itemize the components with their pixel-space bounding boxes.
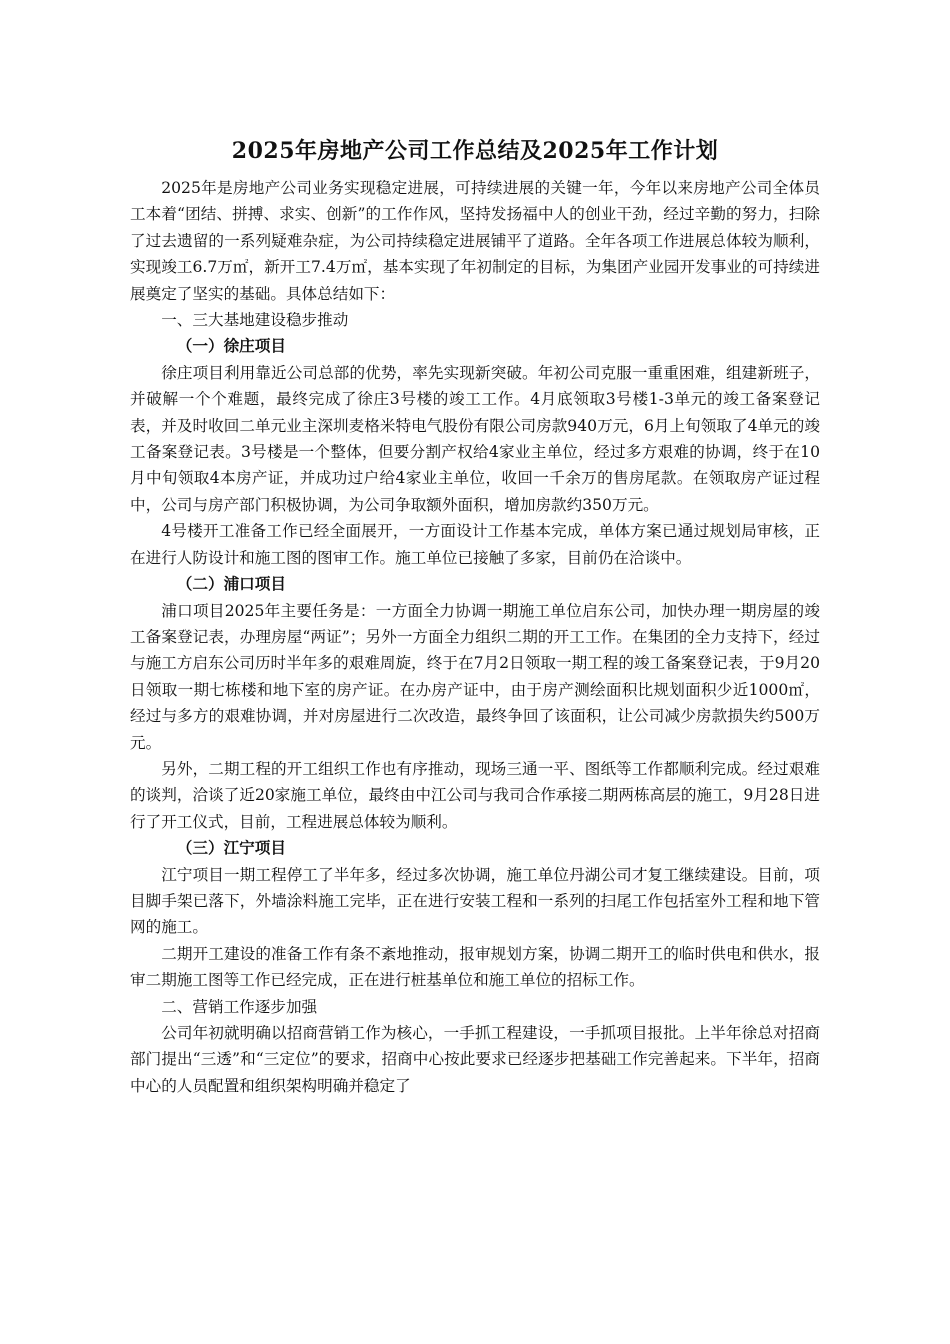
- subsection-heading: （二）浦口项目: [176, 574, 286, 594]
- document-title: 2025年房地产公司工作总结及2025年工作计划: [231, 138, 719, 164]
- intro-paragraph: 2025年是房地产公司业务实现稳定进展，可持续进展的关键一年，今年以来房地产公司全体员工本着“团结、拼搏、求实、创新”的工作作风，坚持发扬福中人的创业干劲，经过辛勤的努力，扫除了过去遗留的一系列疑难杂症，为公司持续稳定进展铺平了道路。全年各项工作进展总体较为顺利，实现竣工6.7万㎡，新开工7.4万㎡，基本实现了年初制定的目标，为集团产业园开发事业的可持续进展奠定了坚实的基础。具体总结如下：: [130, 179, 820, 303]
- subsection-heading: （一）徐庄项目: [176, 336, 286, 356]
- section-heading: 一、三大基地建设稳步推动: [161, 311, 349, 330]
- body-paragraph: 二期开工建设的准备工作有条不紊地推动，报审规划方案，协调二期开工的临时供电和供水，报审二期施工图等工作已经完成，正在进行桩基单位和施工单位的招标工作。: [130, 944, 820, 990]
- section-heading: 二、营销工作逐步加强: [161, 997, 318, 1016]
- body-paragraph: 徐庄项目利用靠近公司总部的优势，率先实现新突破。年初公司克服一重重困难，组建新班子，并破解一个个难题，最终完成了徐庄3号楼的竣工工作。4月底领取3号楼1-3单元的竣工备案登记表，并及时收回二单元业主深圳麦格米特电气股份有限公司房款940万元，6月上旬领取了4单元的竣工备案登记表。3号楼是一个整体，但要分割产权给4家业主单位，经过多方艰难的协调，终于在10月中旬领取4本房产证，并成功过户给4家业主单位，收回一千余万的售房尾款。在领取房产证过程中，公司与房产部门积极协调，为公司争取额外面积，增加房款约350万元。: [130, 363, 820, 514]
- body-paragraph: 4号楼开工准备工作已经全面展开，一方面设计工作基本完成，单体方案已通过规划局审核，正在进行人防设计和施工图的图审工作。施工单位已接触了多家，目前仍在洽谈中。: [130, 522, 820, 567]
- subsection-heading: （三）江宁项目: [176, 838, 286, 858]
- body-paragraph: 公司年初就明确以招商营销工作为核心，一手抓工程建设，一手抓项目报批。上半年徐总对招商部门提出“三透”和“三定位”的要求，招商中心按此要求已经逐步把基础工作完善起来。下半年，招商中心的人员配置和组织架构明确并稳定了: [130, 1024, 820, 1095]
- body-paragraph: 另外，二期工程的开工组织工作也有序推动，现场三通一平、图纸等工作都顺利完成。经过艰难的谈判，洽谈了近20家施工单位，最终由中江公司与我司合作承接二期两栋高层的施工，9月28日进行了开工仪式，目前，工程进展总体较为顺利。: [130, 759, 820, 831]
- document-body: [130, 175, 820, 1099]
- body-paragraph: 浦口项目2025年主要任务是：一方面全力协调一期施工单位启东公司，加快办理一期房屋的竣工备案登记表，办理房屋“两证”；另外一方面全力组织二期的开工工作。在集团的全力支持下，经过与施工方启东公司历时半年多的艰难周旋，终于在7月2日领取一期工程的竣工备案登记表，于9月20日领取一期七栋楼和地下室的房产证。在办房产证中，由于房产测绘面积比规划面积少近1000㎡，经过与多方的艰难协调，并对房屋进行二次改造，最终争回了该面积，让公司减少房款损失约500万元。: [130, 601, 820, 752]
- body-paragraph: 江宁项目一期工程停工了半年多，经过多次协调，施工单位丹湖公司才复工继续建设。目前，项目脚手架已落下，外墙涂料施工完毕，正在进行安装工程和一系列的扫尾工作包括室外工程和地下管网的施工。: [130, 865, 820, 937]
